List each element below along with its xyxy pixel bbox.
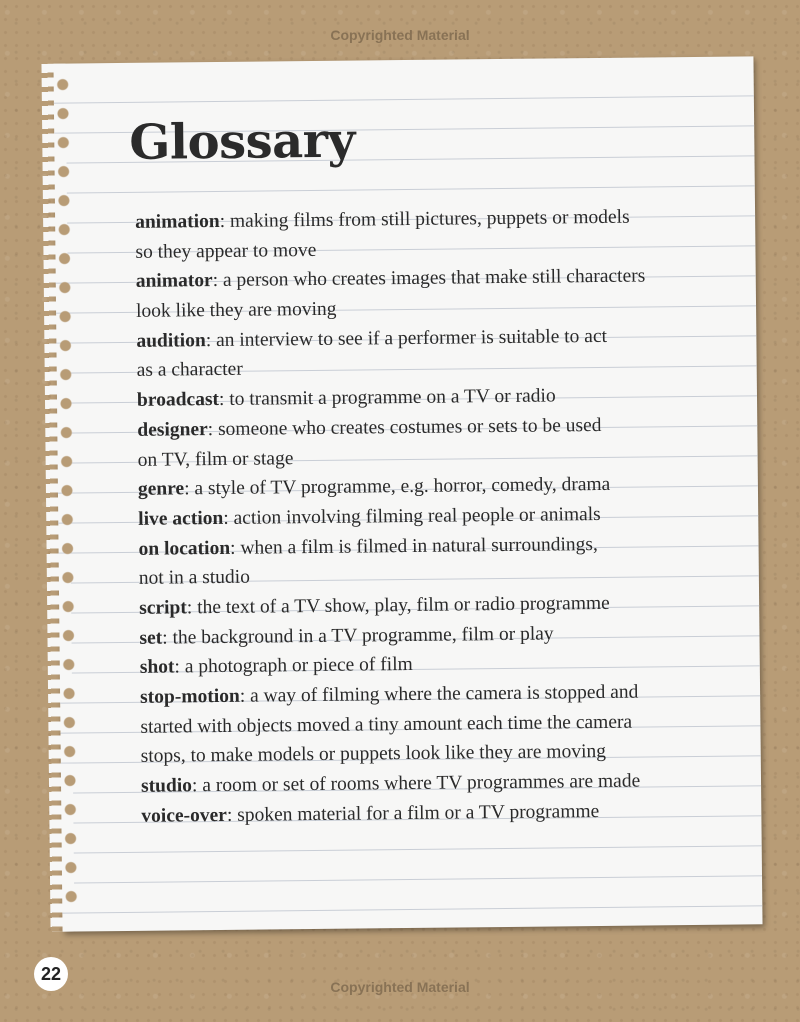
- glossary-entry: voice-over: spoken material for a film or a TV programme: [141, 800, 600, 827]
- glossary-definition: the background in a TV programme, film or play: [172, 623, 554, 649]
- page-number: 22: [34, 957, 68, 991]
- glossary-term: script: [139, 597, 187, 619]
- glossary-definition: a person who creates images that make still characters: [222, 265, 646, 292]
- glossary-term: voice-over: [141, 804, 228, 827]
- glossary-definition: so they appear to move: [135, 239, 317, 263]
- glossary-definition: a style of TV programme, e.g. horror, comedy, drama: [194, 474, 611, 500]
- glossary-entry: designer: someone who creates costumes or sets to be used: [137, 414, 602, 441]
- glossary-term: studio: [140, 775, 193, 797]
- glossary-definition: action involving filming real people or animals: [233, 503, 601, 529]
- glossary-entry: script: the text of a TV show, play, film or radio programme: [139, 592, 610, 619]
- glossary-term: animator: [135, 270, 213, 293]
- glossary-entry: studio: a room or set of rooms where TV programmes are made: [140, 770, 641, 797]
- glossary-term: live action: [138, 507, 224, 530]
- glossary-entry: set: the background in a TV programme, film or play: [139, 623, 554, 649]
- glossary-definition: look like they are moving: [135, 298, 337, 322]
- glossary-definition: someone who creates costumes or sets to be used: [217, 414, 602, 440]
- glossary-entry: live action: action involving filming real people or animals: [138, 503, 601, 530]
- glossary-definition: on TV, film or stage: [137, 447, 294, 471]
- glossary-definition: started with objects moved a tiny amount each time the camera: [140, 711, 633, 738]
- glossary-term: shot: [139, 656, 175, 679]
- glossary-entry: on location: when a film is filmed in natural surroundings,: [138, 533, 598, 560]
- glossary-definition: a room or set of rooms where TV programmes are made: [202, 770, 641, 797]
- glossary-term: set: [139, 627, 163, 649]
- glossary-term: audition: [136, 329, 206, 352]
- glossary-entry: animator: a person who creates images that make still characters: [135, 265, 646, 293]
- glossary-list: [135, 201, 751, 831]
- glossary-definition: a photograph or piece of film: [184, 654, 413, 678]
- glossary-term: broadcast: [136, 389, 220, 411]
- glossary-entry: animation: making films from still pictures, puppets or models: [135, 206, 630, 233]
- glossary-definition: when a film is filmed in natural surroundings,: [240, 533, 598, 559]
- glossary-definition: an interview to see if a performer is suitable to act: [215, 325, 608, 351]
- glossary-definition: spoken material for a film or a TV programme: [237, 800, 600, 826]
- glossary-term: on location: [138, 537, 231, 560]
- glossary-definition: not in a studio: [138, 566, 251, 590]
- notebook-paper: [53, 56, 762, 931]
- glossary-entry: genre: a style of TV programme, e.g. horror, comedy, drama: [137, 474, 611, 501]
- glossary-term: animation: [135, 210, 220, 233]
- glossary-definition: as a character: [136, 359, 243, 382]
- glossary-definition: to transmit a programme on a TV or radio: [229, 385, 556, 410]
- glossary-definition: making films from still pictures, puppets or models: [229, 206, 630, 232]
- page-title: Glossary: [129, 112, 356, 171]
- glossary-entry: stop-motion: a way of filming where the camera is stopped and: [140, 681, 639, 708]
- glossary-term: designer: [137, 418, 208, 441]
- glossary-entry: audition: an interview to see if a performer is suitable to act: [136, 325, 608, 352]
- glossary-definition: the text of a TV show, play, film or radio programme: [197, 592, 610, 619]
- glossary-definition: stops, to make models or puppets look like they are moving: [140, 741, 607, 768]
- glossary-definition: a way of filming where the camera is stopped and: [249, 681, 639, 707]
- glossary-entry: broadcast: to transmit a programme on a TV or radio: [136, 385, 556, 411]
- copyright-watermark-bottom: Copyrighted Material: [330, 979, 470, 995]
- glossary-term: stop-motion: [140, 685, 240, 708]
- copyright-watermark-top: Copyrighted Material: [330, 27, 470, 43]
- glossary-term: genre: [137, 478, 185, 501]
- glossary-entry: shot: a photograph or piece of film: [139, 654, 413, 679]
